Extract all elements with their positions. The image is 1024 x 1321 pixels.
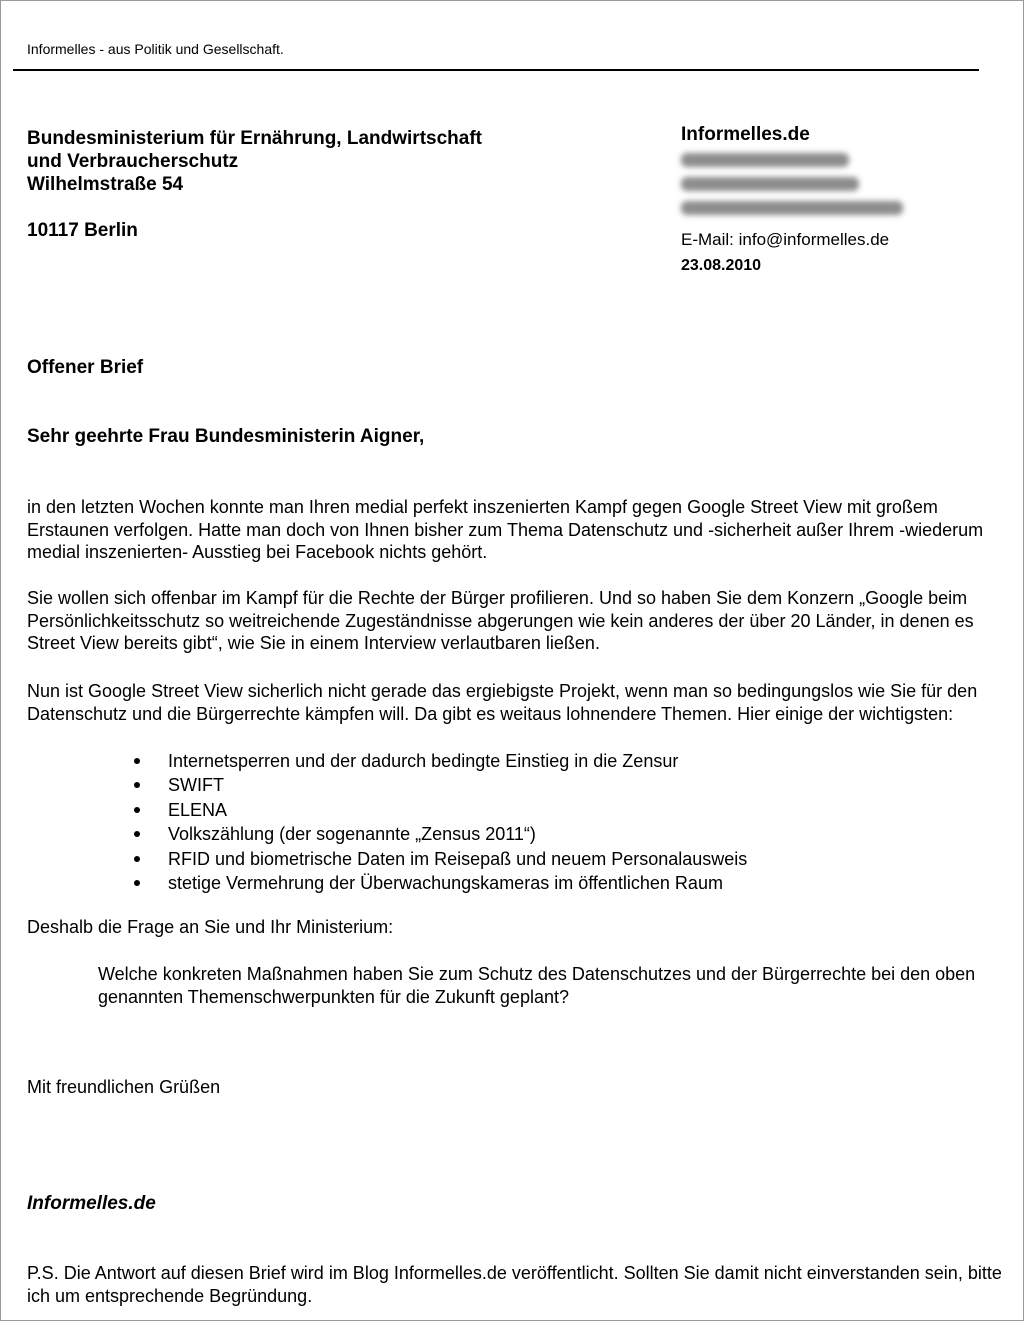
postscript: P.S. Die Antwort auf diesen Brief wird im Blog Informelles.de veröffentlicht. Sollten Sie damit nicht einverstanden sein, bitte ich um entsprechende Begründung.: [27, 1263, 1002, 1306]
paragraph-3: Nun ist Google Street View sicherlich nicht gerade das ergiebigste Projekt, wenn man so bedingungslos wie Sie für den Datenschutz und die Bürgerrechte kämpfen will. Da gibt es weitaus lohnendere Themen. Hier einige der wichtigsten:: [27, 681, 978, 724]
letter-subject: Offener Brief: [27, 357, 144, 378]
redacted-line: [681, 201, 903, 215]
header-divider: [13, 69, 979, 71]
letter-date: 23.08.2010: [681, 257, 762, 274]
list-item: SWIFT: [27, 773, 987, 797]
topic-list: [27, 749, 987, 895]
list-item: RFID und biometrische Daten im Reisepaß und neuem Personalausweis: [27, 847, 987, 871]
sender-block: [681, 123, 1001, 277]
paragraph-2: Sie wollen sich offenbar im Kampf für die Rechte der Bürger profilieren. Und so haben Sie dem Konzern „Google beim Persönlichkeitsschutz so weitreichende Zugeständnisse abgerungen wie kein anderes der über 20 Länder, in denen es Street View bereits gibt“, wie Sie in einem Interview verlautbaren ließen.: [27, 588, 974, 653]
sender-email: E-Mail: info@informelles.de: [681, 230, 890, 249]
letter-salutation: Sehr geehrte Frau Bundesministerin Aigner,: [27, 426, 425, 447]
header-title: Informelles - aus Politik und Gesellschaft.: [27, 41, 284, 57]
closing-greeting: Mit freundlichen Grüßen: [27, 1077, 221, 1097]
recipient-line-3: Wilhelmstraße 54: [27, 174, 184, 195]
redacted-line: [681, 177, 859, 191]
question-text: Welche konkreten Maßnahmen haben Sie zum Schutz des Datenschutzes und der Bürgerrechte bei den oben genannten Themenschwerpunkten für die Zukunft geplant?: [98, 964, 976, 1007]
redacted-line: [681, 153, 849, 167]
list-item: Internetsperren und der dadurch bedingte Einstieg in die Zensur: [27, 749, 987, 773]
paragraph-1: in den letzten Wochen konnte man Ihren medial perfekt inszenierten Kampf gegen Google Street View mit großem Erstaunen verfolgen. Hatte man doch von Ihnen bisher zum Thema Datenschutz und -sicherheit außer Ihrem -wiederum medial inszenierten- Ausstieg bei Facebook nichts gehört.: [27, 497, 984, 562]
recipient-address: [27, 127, 482, 242]
list-item: stetige Vermehrung der Überwachungskameras im öffentlichen Raum: [27, 871, 987, 895]
list-item: ELENA: [27, 798, 987, 822]
recipient-line-1: Bundesministerium für Ernährung, Landwirtschaft: [27, 128, 482, 149]
question-intro: Deshalb die Frage an Sie und Ihr Ministerium:: [27, 917, 394, 937]
list-item: Volkszählung (der sogenannte „Zensus 2011“): [27, 822, 987, 846]
recipient-city: 10117 Berlin: [27, 220, 138, 241]
redacted-address: [681, 153, 1001, 215]
recipient-line-2: und Verbraucherschutz: [27, 151, 239, 172]
signature: Informelles.de: [27, 1193, 156, 1214]
sender-name: Informelles.de: [681, 124, 810, 145]
